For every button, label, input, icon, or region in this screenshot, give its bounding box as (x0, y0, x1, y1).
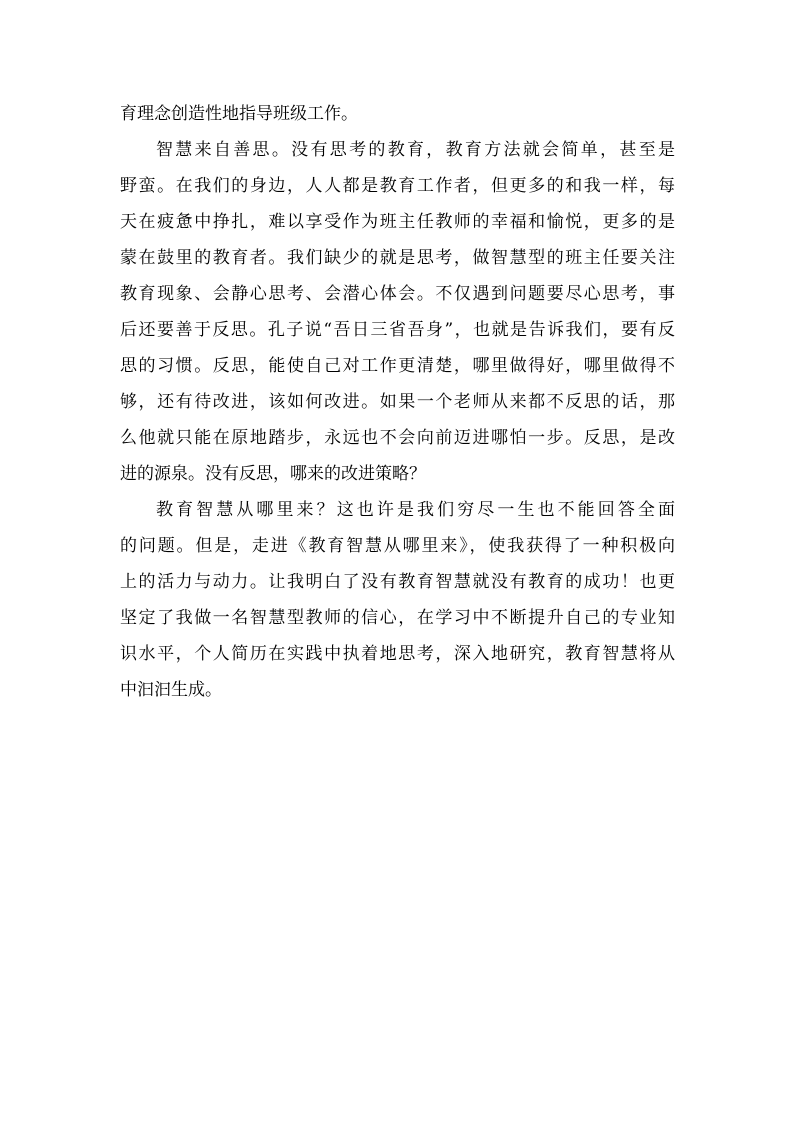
text-line: 坚定了我做一名智慧型教师的信心，在学习中不断提升自己的专业知 (120, 608, 675, 628)
text-line: 后还要善于反思。孔子说“吾日三省吾身”，也就是告诉我们，要有反 (120, 320, 675, 340)
text-line: 蒙在鼓里的教育者。我们缺少的就是思考，做智慧型的班主任要关注 (120, 248, 675, 268)
text-line: 育理念创造性地指导班级工作。 (120, 104, 358, 124)
paragraph-1 (120, 96, 675, 132)
text-line: 的问题。但是，走进《教育智慧从哪里来》，使我获得了一种积极向 (120, 536, 675, 556)
text-line: 教育现象、会静心思考、会潜心体会。不仅遇到问题要尽心思考，事 (120, 284, 675, 304)
text-line: 中汩汩生成。 (120, 680, 222, 700)
paragraph-2 (120, 132, 675, 492)
text-line: 野蛮。在我们的身边，人人都是教育工作者，但更多的和我一样，每 (120, 176, 675, 196)
paragraph-3 (120, 492, 675, 708)
text-line: 教育智慧从哪里来？这也许是我们穷尽一生也不能回答全面 (156, 500, 675, 520)
document-body (120, 96, 675, 708)
text-line: 智慧来自善思。没有思考的教育，教育方法就会简单，甚至是 (156, 140, 675, 160)
text-line: 进的源泉。没有反思，哪来的改进策略？ (120, 464, 426, 484)
text-line: 天在疲惫中挣扎，难以享受作为班主任教师的幸福和愉悦，更多的是 (120, 212, 675, 232)
text-line: 思的习惯。反思，能使自己对工作更清楚，哪里做得好，哪里做得不 (120, 356, 675, 376)
text-line: 么他就只能在原地踏步，永远也不会向前迈进哪怕一步。反思，是改 (120, 428, 675, 448)
text-line: 够，还有待改进，该如何改进。如果一个老师从来都不反思的话，那 (120, 392, 675, 412)
text-line: 上的活力与动力。让我明白了没有教育智慧就没有教育的成功！也更 (120, 572, 675, 592)
text-line: 识水平，个人简历在实践中执着地思考，深入地研究，教育智慧将从 (120, 644, 675, 664)
